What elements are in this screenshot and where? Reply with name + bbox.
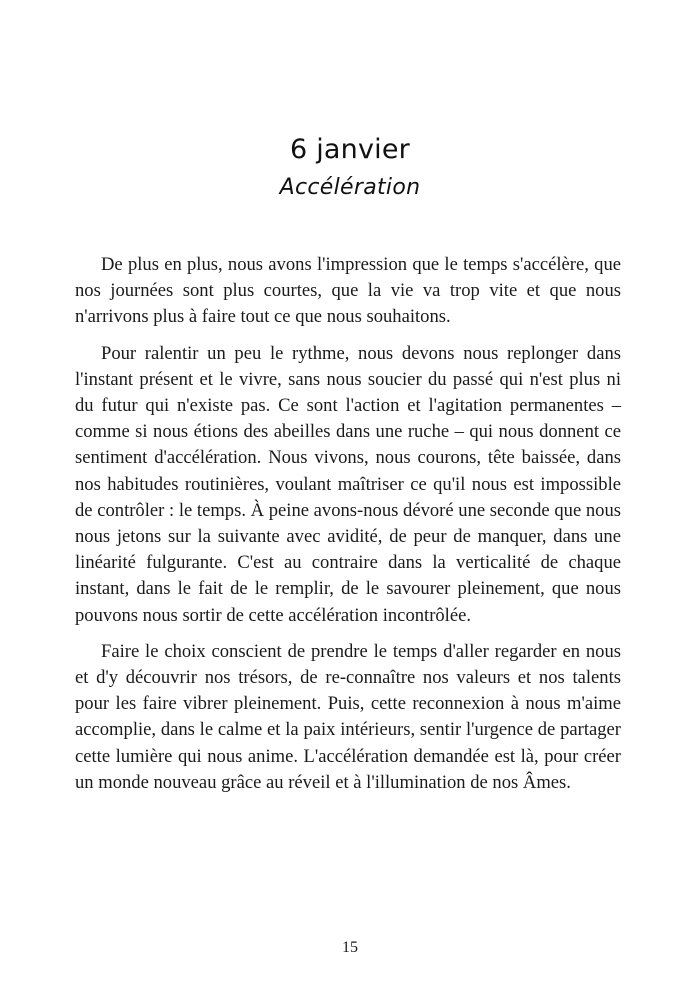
page-title: Accélération (279, 175, 421, 200)
page-number: 15 (342, 939, 358, 956)
paragraph-1: De plus en plus, nous avons l'impression que le temps s'accélère, que nos journées sont plus courtes, que la vie va trop vite et que nous n'arrivons plus à faire tout ce que nous souhaitons. (75, 254, 621, 328)
paragraph-2: Pour ralentir un peu le rythme, nous devons nous replonger dans l'instant présent et le vivre, sans nous soucier du passé qui n'est plus ni du futur qui n'existe pas. Ce sont l'action et l'agitation permanentes – comme si nous étions des abeilles dans une ruche – qui nous donnent ce sentiment d'accélération. Nous vivons, nous courons, tête baissée, dans nos habitudes routinières, voulant maîtriser ce qu'il nous est impossible de contrôler : le temps. À peine avons-nous dévoré une seconde que nous nous jetons sur la suivante avec avidité, de peur de manquer, dans une linéarité fulgurante. C'est au contraire dans la verticalité de chaque instant, dans le fait de le remplir, de le savourer pleinement, que nous pouvons nous sortir de cette accélération incontrôlée. (75, 342, 621, 626)
body-text (75, 252, 621, 806)
paragraph-3: Faire le choix conscient de prendre le temps d'aller regarder en nous et d'y découvrir nos trésors, de re-connaître nos valeurs et nos talents pour les faire vibrer pleinement. Puis, cette reconnexion à nous m'aime accomplie, dans le calme et la paix intérieurs, sentir l'urgence de partager cette lumière qui nous anime. L'accélération demandée est là, pour créer un monde nouveau grâce au réveil et à l'illumination de nos Âmes. (75, 640, 621, 793)
page-date-heading: 6 janvier (290, 134, 410, 165)
